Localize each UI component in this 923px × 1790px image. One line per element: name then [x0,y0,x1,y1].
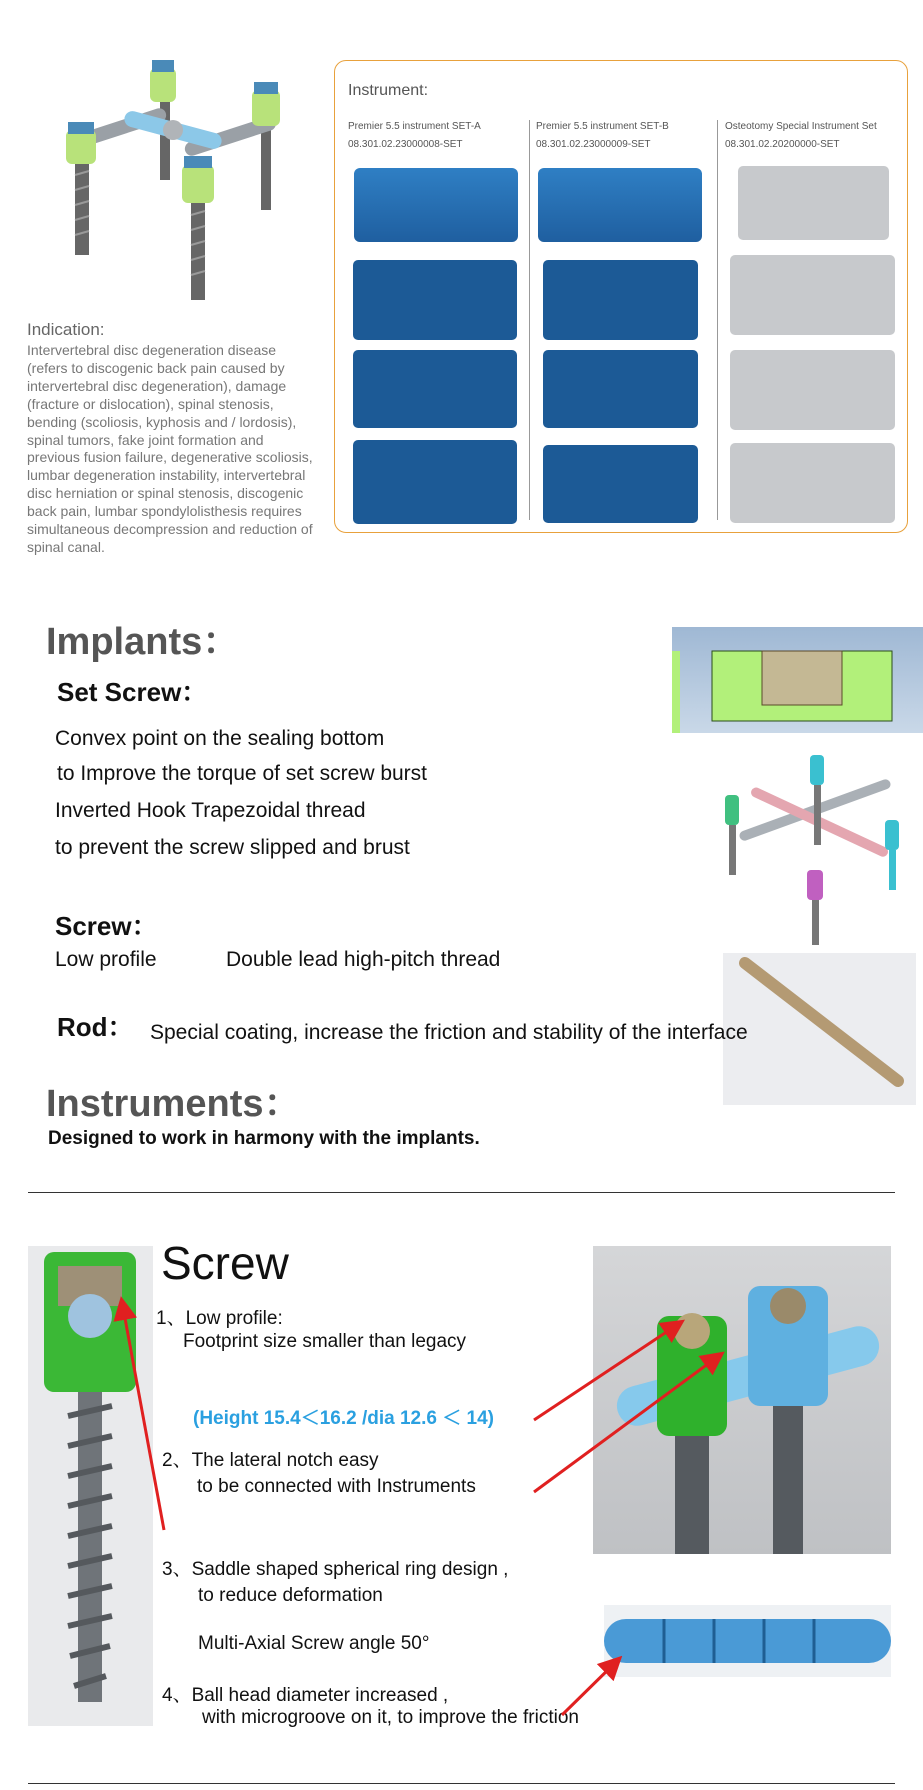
set-screw-title: Set Screw： [57,677,208,707]
case-image [354,168,518,242]
set-b-name: Premier 5.5 instrument SET-B [536,121,669,132]
screw-title: Screw： [55,911,158,941]
implants-title: Implants： [46,621,241,663]
point-3-line: to reduce deformation [198,1585,383,1606]
set-screw-icon [672,627,923,733]
set-b-code: 08.301.02.23000009-SET [536,139,651,150]
tray-image [543,350,698,428]
set-screw-line: to prevent the screw slipped and brust [55,836,410,859]
divider [28,1783,895,1784]
tray-image [353,350,517,428]
point-3-line: 3、Saddle shaped spherical ring design , [162,1559,509,1580]
tray-image [730,255,895,335]
tray-image [730,350,895,430]
arrow [122,1302,164,1530]
screw-construct-image [28,30,288,305]
point-3-line: Multi-Axial Screw angle 50° [198,1633,430,1654]
screw-section-title: Screw [161,1237,289,1289]
set-screw-line: Convex point on the sealing bottom [55,727,385,750]
point-1-title: 1、Low profile: [156,1308,283,1329]
set-screw-line: to Improve the torque of set screw burst [57,762,428,785]
rod-image [723,953,916,1105]
case-image [538,168,702,242]
point-2-line: 2、The lateral notch easy [162,1450,379,1471]
tray-image [730,443,895,523]
tray-image [353,260,517,340]
set-c-code: 08.301.02.20200000-SET [725,139,840,150]
case-image [738,166,889,240]
rod-icon [723,953,916,1105]
callout-arrows [0,1240,923,1740]
set-a-code: 08.301.02.23000008-SET [348,139,463,150]
point-1-dims: (Height 15.4＜16.2 /dia 12.6 ＜ 14) [193,1408,494,1429]
arrow [562,1660,618,1715]
point-2-line: to be connected with Instruments [197,1476,476,1497]
colored-construct-image [715,740,915,950]
rod-text: Special coating, increase the friction and stability of the interface [150,1021,748,1044]
indication-title: Indication: [27,320,105,339]
screw-feature: Low profile [55,948,157,971]
instruments-title: Instruments： [46,1083,302,1125]
point-4-line: 4、Ball head diameter increased , [162,1685,449,1706]
tray-image [543,445,698,523]
arrow [534,1355,720,1492]
set-a-name: Premier 5.5 instrument SET-A [348,121,481,132]
point-1-text: Footprint size smaller than legacy [183,1331,467,1352]
point-4-line: with microgroove on it, to improve the friction [202,1707,579,1728]
column-divider [529,120,530,520]
indication-body: Intervertebral disc degeneration disease (refers to discogenic back pain caused by intervertebral disc degeneration), damage (fracture or dislocation), spinal stenosis, bending (scoliosis, kyphosis and / lordosis), spinal tumors, fake joint formation and previous fusion failure, degenerative scoliosis, lumbar degeneration instability, intervertebral disc herniation or spinal stenosis, discogenic back pain, lumbar spondylolisthesis requires simultaneous decompression and reduction of spinal canal. [27,342,313,555]
set-c-name: Osteotomy Special Instrument Set [725,121,877,132]
instruments-text: Designed to work in harmony with the implants. [48,1128,480,1149]
set-screw-image [672,627,923,733]
tray-image [353,440,517,524]
column-divider [717,120,718,520]
instrument-title: Instrument: [348,82,429,99]
set-screw-line: Inverted Hook Trapezoidal thread [55,799,366,822]
screw-feature: Double lead high-pitch thread [226,948,501,971]
rod-title: Rod： [57,1012,134,1042]
divider [28,1192,895,1193]
arrow [534,1323,680,1420]
tray-image [543,260,698,340]
